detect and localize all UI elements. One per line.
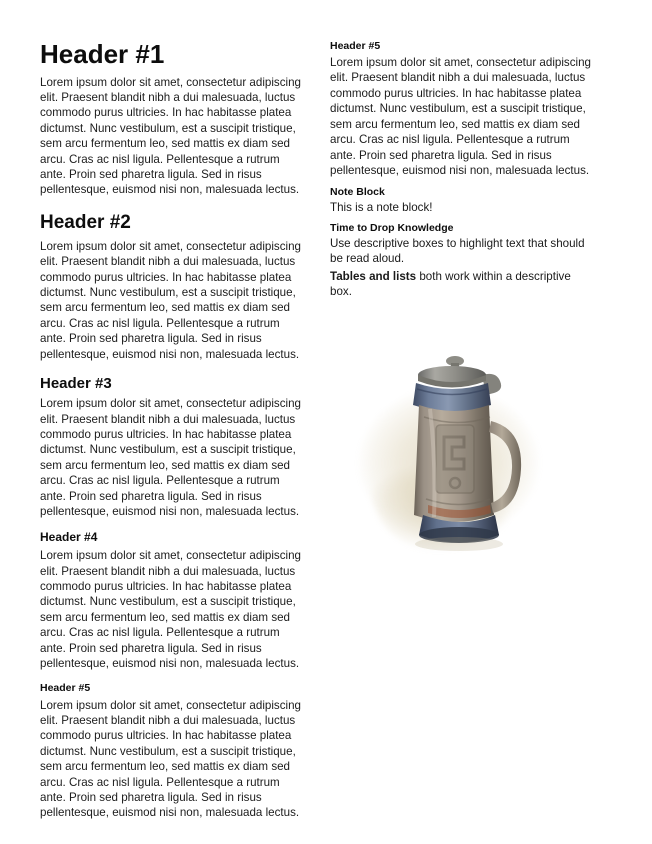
heading-level-3: Header #3 bbox=[40, 374, 112, 392]
stein-shadow bbox=[415, 537, 503, 551]
paragraph-header-2: Lorem ipsum dolor sit amet, consectetur adipiscing elit. Praesent blandit nibh a dui malesuada, luctus commodo purus ultricies. In hac habitasse platea dictumst. Nunc vestibulum, est a suscipit tristique, sem arcu fermentum leo, sed mattis ex diam sed arcu. Cras ac nisl ligula. Pellentesque a rutrum ante. Proin sed pharetra ligula. Sed in risus pellentesque, euismod nisi non, malesuada lectus. bbox=[40, 239, 301, 361]
stein-relief-ornament bbox=[436, 425, 474, 493]
descriptive-block-title: Time to Drop Knowledge bbox=[330, 221, 454, 234]
right-column-paragraph: Lorem ipsum dolor sit amet, consectetur adipiscing elit. Praesent blandit nibh a dui malesuada, luctus commodo purus ultricies. In hac habitasse platea dictumst. Nunc vestibulum, est a suscipit tristique, sem arcu fermentum leo, sed mattis ex diam sed arcu. Cras ac nisl ligula. Pellentesque a rutrum ante. Proin sed pharetra ligula. Sed in risus pellentesque, euismod nisi non, malesuada lectus. bbox=[330, 56, 591, 177]
two-column-layout bbox=[40, 40, 612, 823]
descriptive-block-lead bbox=[330, 269, 592, 300]
page-title: Header #1 bbox=[40, 39, 165, 69]
heading-level-5: Header #5 bbox=[40, 682, 91, 695]
descriptive-block-lead-bold: Tables and lists bbox=[330, 269, 417, 283]
heading-level-2: Header #2 bbox=[40, 211, 131, 233]
paragraph-header-5: Lorem ipsum dolor sit amet, consectetur adipiscing elit. Praesent blandit nibh a dui malesuada, luctus commodo purus ultricies. In hac habitasse platea dictumst. Nunc vestibulum, est a suscipit tristique, sem arcu fermentum leo, sed mattis ex diam sed arcu. Cras ac nisl ligula. Pellentesque a rutrum ante. Proin sed pharetra ligula. Sed in risus pellentesque, euismod nisi non, malesuada lectus. bbox=[40, 698, 301, 820]
right-column-heading: Header #5 bbox=[330, 40, 381, 52]
note-block-text: This is a note block! bbox=[330, 201, 433, 215]
paragraph-header-4: Lorem ipsum dolor sit amet, consectetur adipiscing elit. Praesent blandit nibh a dui malesuada, luctus commodo purus ultricies. In hac habitasse platea dictumst. Nunc vestibulum, est a suscipit tristique, sem arcu fermentum leo, sed mattis ex diam sed arcu. Cras ac nisl ligula. Pellentesque a rutrum ante. Proin sed pharetra ligula. Sed in risus pellentesque, euismod nisi non, malesuada lectus. bbox=[40, 549, 301, 671]
paragraph-header-3: Lorem ipsum dolor sit amet, consectetur adipiscing elit. Praesent blandit nibh a dui malesuada, luctus commodo purus ultricies. In hac habitasse platea dictumst. Nunc vestibulum, est a suscipit tristique, sem arcu fermentum leo, sed mattis ex diam sed arcu. Cras ac nisl ligula. Pellentesque a rutrum ante. Proin sed pharetra ligula. Sed in risus pellentesque, euismod nisi non, malesuada lectus. bbox=[40, 397, 301, 519]
heading-level-4: Header #4 bbox=[40, 530, 98, 545]
note-block-title: Note Block bbox=[330, 186, 385, 199]
stein-graphic bbox=[390, 339, 540, 589]
left-column bbox=[40, 40, 302, 823]
paragraph-header-1: Lorem ipsum dolor sit amet, consectetur adipiscing elit. Praesent blandit nibh a dui malesuada, luctus commodo purus ultricies. In hac habitasse platea dictumst. Nunc vestibulum, est a suscipit tristique, sem arcu fermentum leo, sed mattis ex diam sed arcu. Cras ac nisl ligula. Pellentesque a rutrum ante. Proin sed pharetra ligula. Sed in risus pellentesque, euismod nisi non, malesuada lectus. bbox=[40, 75, 301, 197]
beer-stein-illustration bbox=[330, 321, 592, 601]
descriptive-block-text: Use descriptive boxes to highlight text that should be read aloud. bbox=[330, 236, 585, 266]
stein-handle bbox=[489, 421, 521, 513]
right-column bbox=[330, 40, 592, 601]
descriptive-block-lead-rest: both work within a descriptive box. bbox=[330, 269, 571, 298]
